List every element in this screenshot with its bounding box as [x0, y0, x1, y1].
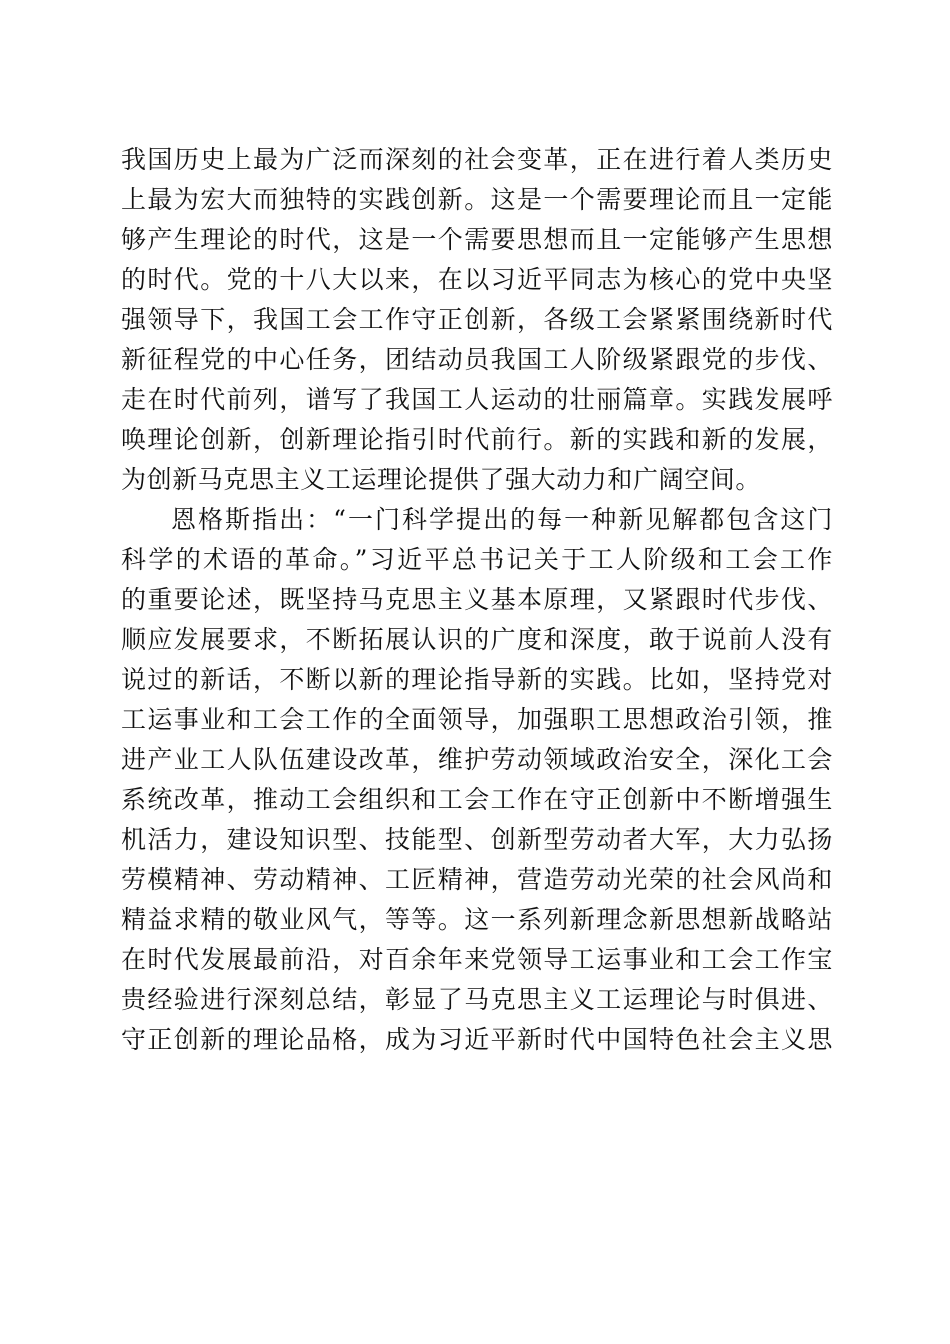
text-line: 工运事业和工会工作的全面领导，加强职工思想政治引领，推 — [121, 705, 833, 734]
text-line: 强领导下，我国工会工作守正创新，各级工会紧紧围绕新时代 — [121, 305, 833, 334]
paragraph — [121, 140, 833, 500]
text-line: 唤理论创新，创新理论指引时代前行。新的实践和新的发展， — [121, 425, 833, 454]
text-line: 精益求精的敬业风气，等等。这一系列新理念新思想新战略站 — [121, 905, 833, 934]
text-line: 顺应发展要求，不断拓展认识的广度和深度，敢于说前人没有 — [121, 625, 833, 654]
text-line: 恩格斯指出：“一门科学提出的每一种新见解都包含这门 — [171, 505, 833, 534]
text-line: 走在时代前列，谱写了我国工人运动的壮丽篇章。实践发展呼 — [121, 385, 833, 414]
text-line: 为创新马克思主义工运理论提供了强大动力和广阔空间。 — [121, 465, 762, 494]
text-line: 科学的术语的革命。”习近平总书记关于工人阶级和工会工作 — [121, 545, 833, 574]
text-line: 够产生理论的时代，这是一个需要思想而且一定能够产生思想 — [121, 225, 833, 254]
text-line: 我国历史上最为广泛而深刻的社会变革，正在进行着人类历史 — [121, 145, 833, 174]
text-line: 说过的新话，不断以新的理论指导新的实践。比如，坚持党对 — [121, 665, 833, 694]
text-line: 的重要论述，既坚持马克思主义基本原理，又紧跟时代步伐、 — [121, 585, 833, 614]
text-line: 贵经验进行深刻总结，彰显了马克思主义工运理论与时俱进、 — [121, 985, 833, 1014]
paragraph — [121, 500, 833, 1060]
text-line: 系统改革，推动工会组织和工会工作在守正创新中不断增强生 — [121, 785, 833, 814]
text-line: 机活力，建设知识型、技能型、创新型劳动者大军，大力弘扬 — [121, 825, 833, 854]
text-line: 进产业工人队伍建设改革，维护劳动领域政治安全，深化工会 — [121, 745, 833, 774]
body-text — [121, 140, 833, 1060]
text-line: 新征程党的中心任务，团结动员我国工人阶级紧跟党的步伐、 — [121, 345, 833, 374]
text-line: 劳模精神、劳动精神、工匠精神，营造劳动光荣的社会风尚和 — [121, 865, 833, 894]
text-line: 上最为宏大而独特的实践创新。这是一个需要理论而且一定能 — [121, 185, 833, 214]
text-line: 守正创新的理论品格，成为习近平新时代中国特色社会主义思 — [121, 1025, 833, 1054]
text-line: 的时代。党的十八大以来，在以习近平同志为核心的党中央坚 — [121, 265, 833, 294]
text-line: 在时代发展最前沿，对百余年来党领导工运事业和工会工作宝 — [121, 945, 833, 974]
